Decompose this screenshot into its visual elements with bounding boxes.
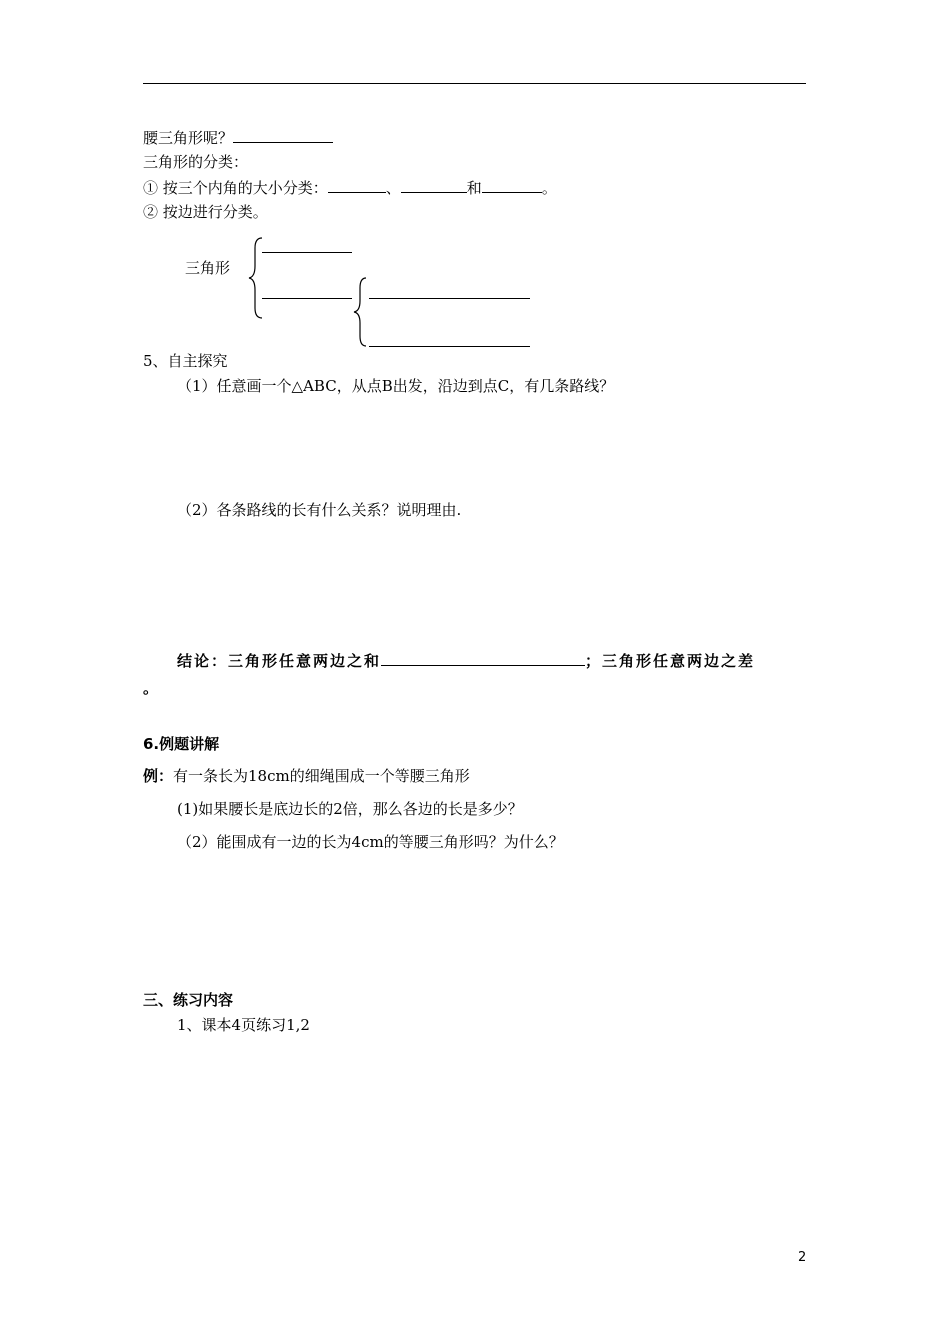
header-rule: [143, 83, 806, 84]
tree-root-label: 三角形: [185, 259, 231, 277]
section5-q1: （1）任意画一个△ABC，从点B出发，沿边到点C，有几条路线？: [177, 377, 615, 395]
classify-by-angle-end: 。: [541, 179, 557, 197]
blank-conclusion-sum[interactable]: [381, 650, 585, 666]
section5-q2: （2）各条路线的长有什么关系？说明理由.: [177, 501, 462, 519]
classify-by-angle-sep1: 、: [385, 179, 401, 197]
section3-title: 三、练习内容: [143, 991, 234, 1009]
isosceles-question-text: 腰三角形呢？: [143, 129, 234, 147]
conclusion-end: 。: [143, 679, 159, 697]
section3-item1: 1、课本4页练习1,2: [177, 1016, 310, 1034]
conclusion-mid: ；三角形任意两边之差: [585, 652, 756, 670]
example-text: 有一条长为18cm的细绳围成一个等腰三角形: [173, 767, 470, 785]
section6-q1: (1)如果腰长是底边长的2倍，那么各边的长是多少？: [177, 800, 523, 818]
blank-angle-3[interactable]: [482, 177, 542, 193]
section5-title: 5、自主探究: [143, 352, 228, 370]
tree-blank-4[interactable]: [369, 346, 530, 347]
blank-angle-1[interactable]: [328, 177, 386, 193]
classify-by-angle-sep2: 和: [466, 179, 482, 197]
tree-brace-outer: [248, 236, 278, 320]
tree-blank-1[interactable]: [262, 252, 352, 253]
page-number: 2: [798, 1250, 807, 1265]
section6-title: 6.例题讲解: [143, 735, 220, 753]
conclusion-line: [177, 650, 755, 671]
blank-angle-2[interactable]: [401, 177, 467, 193]
isosceles-question-line: [143, 127, 333, 148]
section6-q2: （2）能围成有一边的长为4cm的等腰三角形吗？为什么？: [177, 833, 564, 851]
classify-by-angle-line: [143, 177, 557, 198]
conclusion-prefix: 结论：三角形任意两边之和: [177, 652, 382, 670]
example-label: 例：: [143, 767, 174, 785]
blank-isosceles[interactable]: [233, 127, 333, 143]
tree-brace-inner: [350, 276, 372, 348]
tree-blank-3[interactable]: [369, 298, 530, 299]
tree-blank-2[interactable]: [262, 298, 352, 299]
classify-by-side: ② 按边进行分类。: [143, 203, 268, 221]
classification-heading: 三角形的分类：: [143, 153, 249, 171]
classify-by-angle-prefix: ① 按三个内角的大小分类：: [143, 179, 328, 197]
example-line: [143, 766, 470, 786]
